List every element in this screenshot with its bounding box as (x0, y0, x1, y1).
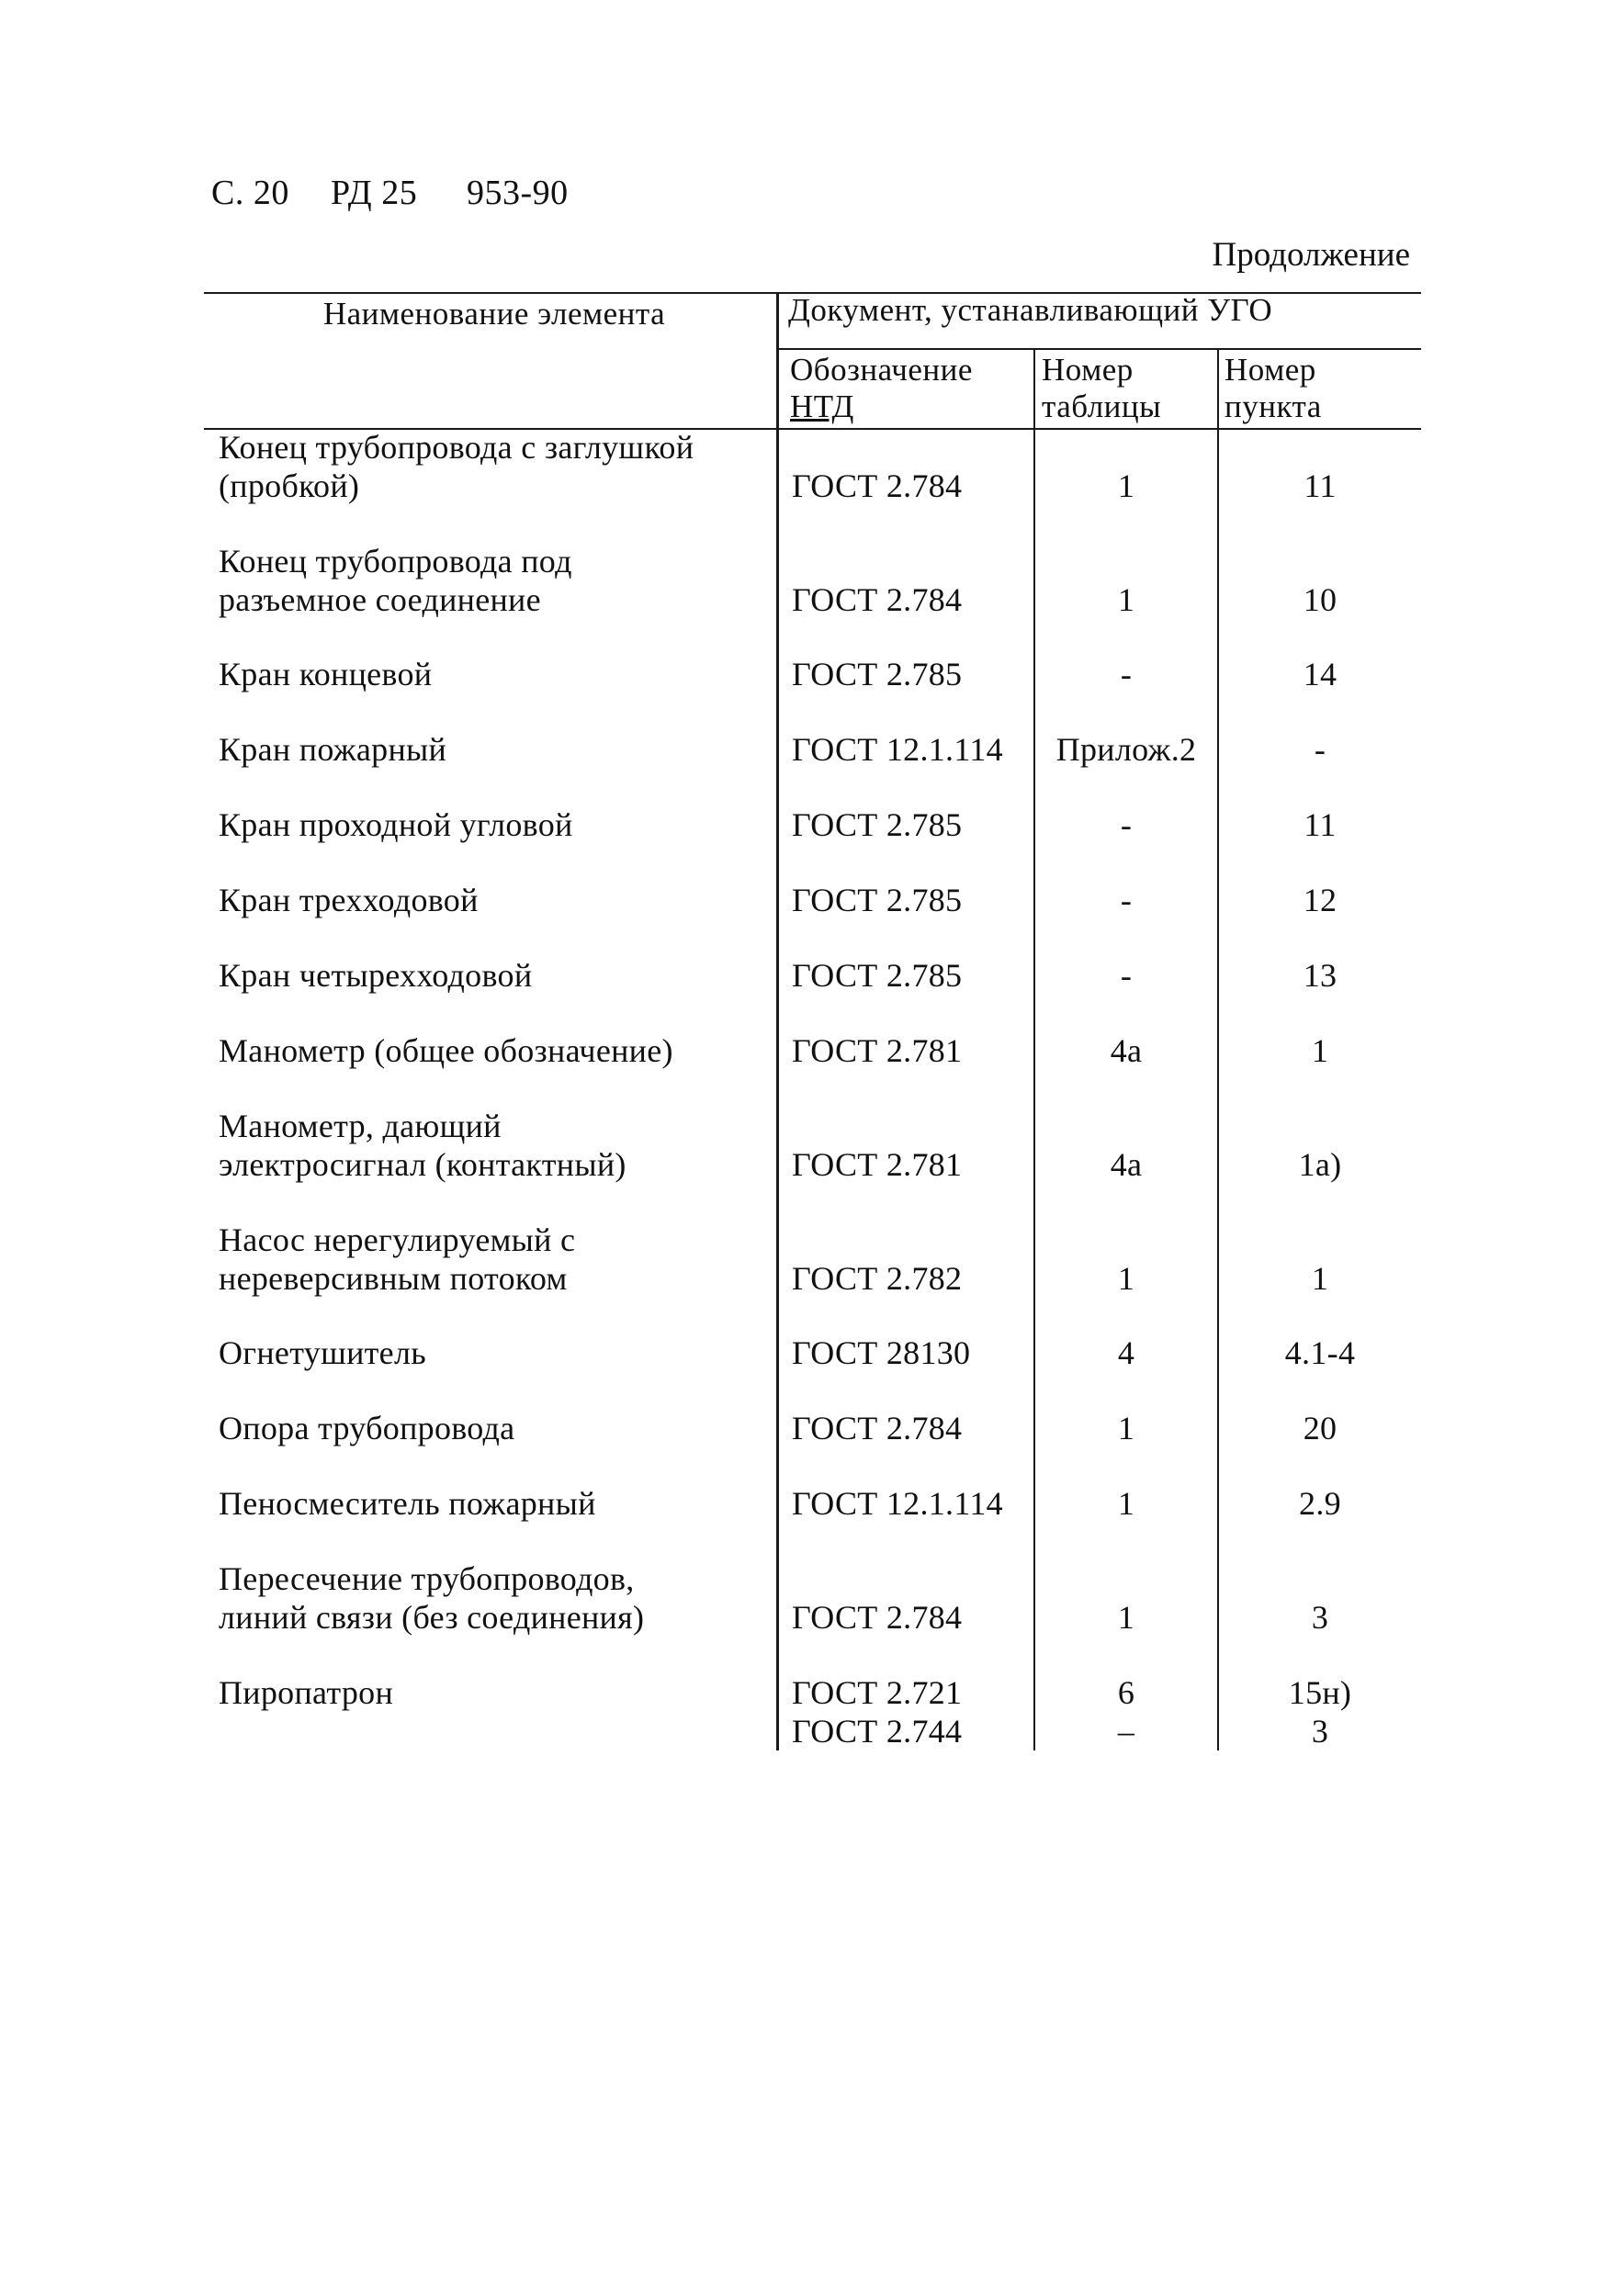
ntd-designation: ГОСТ 2.784 (792, 1410, 963, 1446)
item-number: 12 (1303, 882, 1337, 918)
element-name: Пересечение трубопроводов, (219, 1560, 635, 1597)
item-number: 1 (1311, 1260, 1329, 1297)
element-name: Насос нерегулируемый с (219, 1221, 576, 1258)
item-number: 1 (1311, 1032, 1329, 1069)
element-name: Огнетушитель (219, 1334, 426, 1371)
element-name: линий связи (без соединения) (219, 1599, 645, 1636)
table-number: 1 (1117, 467, 1135, 504)
doc-number: 953-90 (467, 174, 569, 212)
element-name: Конец трубопровода с заглушкой (219, 429, 694, 466)
item-number: 11 (1304, 467, 1337, 504)
item-number: 15н) (1288, 1674, 1352, 1711)
element-name: Манометр (общее обозначение) (219, 1032, 673, 1069)
table-number: 1 (1117, 1599, 1135, 1636)
table-number: 4 (1117, 1334, 1135, 1371)
ntd-designation: ГОСТ 2.744 (792, 1713, 963, 1750)
table-number: 1 (1117, 1260, 1135, 1297)
item-number: 3 (1311, 1713, 1329, 1750)
element-name: Кран четырехходовой (219, 957, 533, 994)
element-name: Пеносмеситель пожарный (219, 1485, 596, 1522)
table-number: - (1120, 882, 1133, 918)
ntd-designation: ГОСТ 12.1.114 (792, 731, 1003, 768)
ntd-designation: ГОСТ 2.781 (792, 1032, 963, 1069)
element-name: Опора трубопровода (219, 1410, 515, 1446)
item-number: 1а) (1298, 1146, 1342, 1183)
table-number: 1 (1117, 1485, 1135, 1522)
ntd-designation: ГОСТ 2.784 (792, 581, 963, 618)
ntd-designation: ГОСТ 2.782 (792, 1260, 963, 1297)
element-name: разъемное соединение (219, 581, 541, 618)
element-name: Кран пожарный (219, 731, 447, 768)
table-number: 6 (1117, 1674, 1135, 1711)
table-number: - (1120, 656, 1133, 692)
table-number: 1 (1117, 1410, 1135, 1446)
table-number: 4а (1110, 1032, 1143, 1069)
ntd-designation: ГОСТ 12.1.114 (792, 1485, 1003, 1522)
element-name: Кран концевой (219, 656, 433, 692)
element-name: нереверсивным потоком (219, 1260, 568, 1297)
column-header-document: Документ, устанавливающий УГО (788, 292, 1273, 328)
ntd-designation: ГОСТ 2.785 (792, 957, 963, 994)
table-number: - (1120, 957, 1133, 994)
ntd-designation: ГОСТ 2.781 (792, 1146, 963, 1183)
ntd-designation: ГОСТ 2.721 (792, 1674, 963, 1711)
ntd-designation: ГОСТ 2.785 (792, 806, 963, 843)
subheader-ntd: Обозначение НТД (790, 352, 973, 424)
column-divider-item (1217, 349, 1219, 1750)
doc-code: РД 25 (331, 174, 418, 212)
column-divider-table (1033, 349, 1035, 1750)
item-number: 11 (1304, 806, 1337, 843)
item-number: 2.9 (1299, 1485, 1341, 1522)
column-header-element: Наименование элемента (322, 296, 666, 332)
element-name: Конец трубопровода под (219, 543, 572, 580)
subheader-item-number: Номер пункта (1225, 352, 1322, 424)
element-name: Манометр, дающий (219, 1108, 502, 1144)
ntd-designation: ГОСТ 2.784 (792, 467, 963, 504)
item-number: 3 (1311, 1599, 1329, 1636)
subheader-table-number: Номер таблицы (1042, 352, 1162, 424)
table-number: 1 (1117, 581, 1135, 618)
table-number: - (1120, 806, 1133, 843)
ntd-designation: ГОСТ 2.784 (792, 1599, 963, 1636)
item-number: - (1314, 731, 1326, 768)
item-number: 14 (1303, 656, 1337, 692)
page-number: С. 20 (211, 174, 289, 212)
element-name: Кран трехходовой (219, 882, 479, 918)
table-number: – (1117, 1713, 1135, 1750)
element-name: электросигнал (контактный) (219, 1146, 626, 1183)
ntd-designation: ГОСТ 2.785 (792, 882, 963, 918)
element-name: Кран проходной угловой (219, 806, 573, 843)
element-name: (пробкой) (219, 467, 360, 504)
item-number: 20 (1303, 1410, 1337, 1446)
item-number: 13 (1303, 957, 1337, 994)
ntd-designation: ГОСТ 28130 (792, 1334, 971, 1371)
item-number: 4.1-4 (1284, 1334, 1356, 1371)
column-divider-main (776, 293, 779, 1750)
item-number: 10 (1303, 581, 1337, 618)
table-number: 4а (1110, 1146, 1143, 1183)
element-name: Пиропатрон (219, 1674, 394, 1711)
subheader-rule (777, 348, 1421, 350)
ntd-designation: ГОСТ 2.785 (792, 656, 963, 692)
table-number: Прилож.2 (1055, 731, 1197, 768)
continuation-label: Продолжение (1212, 236, 1410, 274)
